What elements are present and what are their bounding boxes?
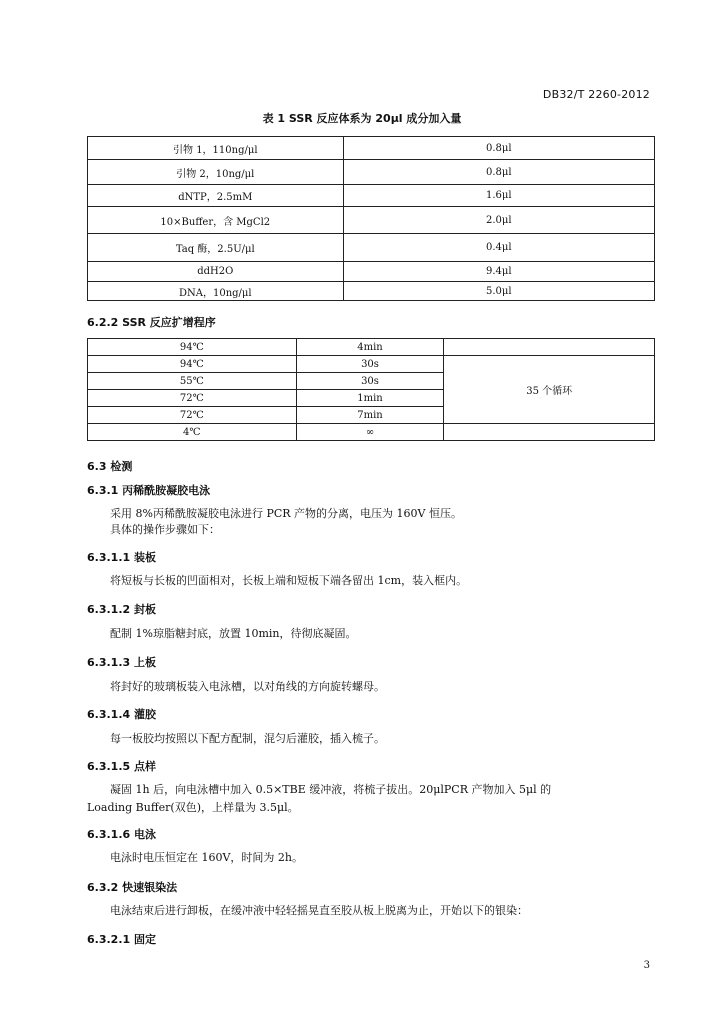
- table-cell: 72℃: [88, 407, 297, 424]
- table1-caption: 表 1 SSR 反应体系为 20μl 成分加入量: [262, 112, 462, 125]
- table-cell: 引物 1，110ng/μl: [88, 137, 344, 160]
- paragraph: 配制 1%琼脂糖封底，放置 10min，待彻底凝固。: [110, 627, 357, 640]
- table1-reaction-system: [87, 136, 655, 301]
- table-row: [88, 424, 655, 441]
- table-cell: Taq 酶，2.5U/μl: [88, 234, 344, 262]
- table-cell-empty: [444, 424, 655, 441]
- table-row: [88, 282, 655, 301]
- section-heading-6-3-2-1: 6.3.2.1 固定: [87, 933, 156, 946]
- table-cell: 30s: [296, 373, 444, 390]
- document-code: DB32/T 2260-2012: [542, 88, 650, 101]
- paragraph-continuation: Loading Buffer(双色)，上样量为 3.5μl。: [87, 801, 299, 814]
- table-cell: DNA，10ng/μl: [88, 282, 344, 301]
- table-cell: ∞: [296, 424, 444, 441]
- section-heading-6-3-1-3: 6.3.1.3 上板: [87, 656, 156, 669]
- table-cell: 55℃: [88, 373, 297, 390]
- table-row: [88, 356, 655, 373]
- section-heading-6-3-2: 6.3.2 快速银染法: [87, 881, 178, 894]
- table2-amplification-program: [87, 338, 655, 441]
- table-cell: 2.0μl: [343, 207, 654, 234]
- table-cell: 10×Buffer，含 MgCl2: [88, 207, 344, 234]
- table-cell: 0.4μl: [343, 234, 654, 262]
- paragraph: 具体的操作步骤如下：: [110, 523, 220, 536]
- paragraph: 将封好的玻璃板装入电泳槽，以对角线的方向旋转螺母。: [110, 680, 385, 693]
- table-row: [88, 234, 655, 262]
- table-row: [88, 339, 655, 356]
- table-cell: 引物 2，10ng/μl: [88, 160, 344, 185]
- paragraph: 电泳结束后进行卸板，在缓冲液中轻轻摇晃直至胶从板上脱离为止，开始以下的银染：: [110, 904, 528, 917]
- table-cell: 30s: [296, 356, 444, 373]
- cycle-count-cell: 35 个循环: [444, 356, 655, 424]
- section-heading-6-3-1-5: 6.3.1.5 点样: [87, 760, 156, 773]
- table-cell: 7min: [296, 407, 444, 424]
- table-cell: 72℃: [88, 390, 297, 407]
- table-cell: dNTP，2.5mM: [88, 185, 344, 207]
- table-cell: 9.4μl: [343, 262, 654, 282]
- paragraph: 凝固 1h 后，向电泳槽中加入 0.5×TBE 缓冲液，将梳子拔出。20μlPCR 产物加入 5μl 的: [110, 783, 552, 796]
- paragraph: 每一板胶均按照以下配方配制，混匀后灌胶，插入梳子。: [110, 732, 385, 745]
- section-heading-6-3-1-2: 6.3.1.2 封板: [87, 603, 156, 616]
- table-cell: 0.8μl: [343, 137, 654, 160]
- table-cell: 0.8μl: [343, 160, 654, 185]
- page-number: 3: [643, 960, 650, 971]
- table-cell-empty: [444, 339, 655, 356]
- paragraph: 采用 8%丙稀酰胺凝胶电泳进行 PCR 产物的分离，电压为 160V 恒压。: [110, 507, 462, 520]
- section-heading-6-3: 6.3 检测: [87, 460, 133, 473]
- section-heading-6-3-1-1: 6.3.1.1 装板: [87, 551, 156, 564]
- paragraph: 电泳时电压恒定在 160V，时间为 2h。: [110, 851, 304, 864]
- table-cell: ddH2O: [88, 262, 344, 282]
- table-cell: 4℃: [88, 424, 297, 441]
- table-cell: 1min: [296, 390, 444, 407]
- table-row: [88, 160, 655, 185]
- section-heading-6-3-1: 6.3.1 丙稀酰胺凝胶电泳: [87, 484, 211, 497]
- section-heading-6-2-2: 6.2.2 SSR 反应扩增程序: [87, 316, 216, 329]
- table-cell: 94℃: [88, 356, 297, 373]
- table-row: [88, 207, 655, 234]
- table-cell: 94℃: [88, 339, 297, 356]
- table-row: [88, 185, 655, 207]
- table-cell: 1.6μl: [343, 185, 654, 207]
- table-cell: 5.0μl: [343, 282, 654, 301]
- table-cell: 4min: [296, 339, 444, 356]
- section-heading-6-3-1-4: 6.3.1.4 灌胶: [87, 708, 156, 721]
- table-row: [88, 262, 655, 282]
- section-heading-6-3-1-6: 6.3.1.6 电泳: [87, 828, 156, 841]
- table-row: [88, 137, 655, 160]
- paragraph: 将短板与长板的凹面相对，长板上端和短板下端各留出 1cm，装入框内。: [110, 574, 468, 587]
